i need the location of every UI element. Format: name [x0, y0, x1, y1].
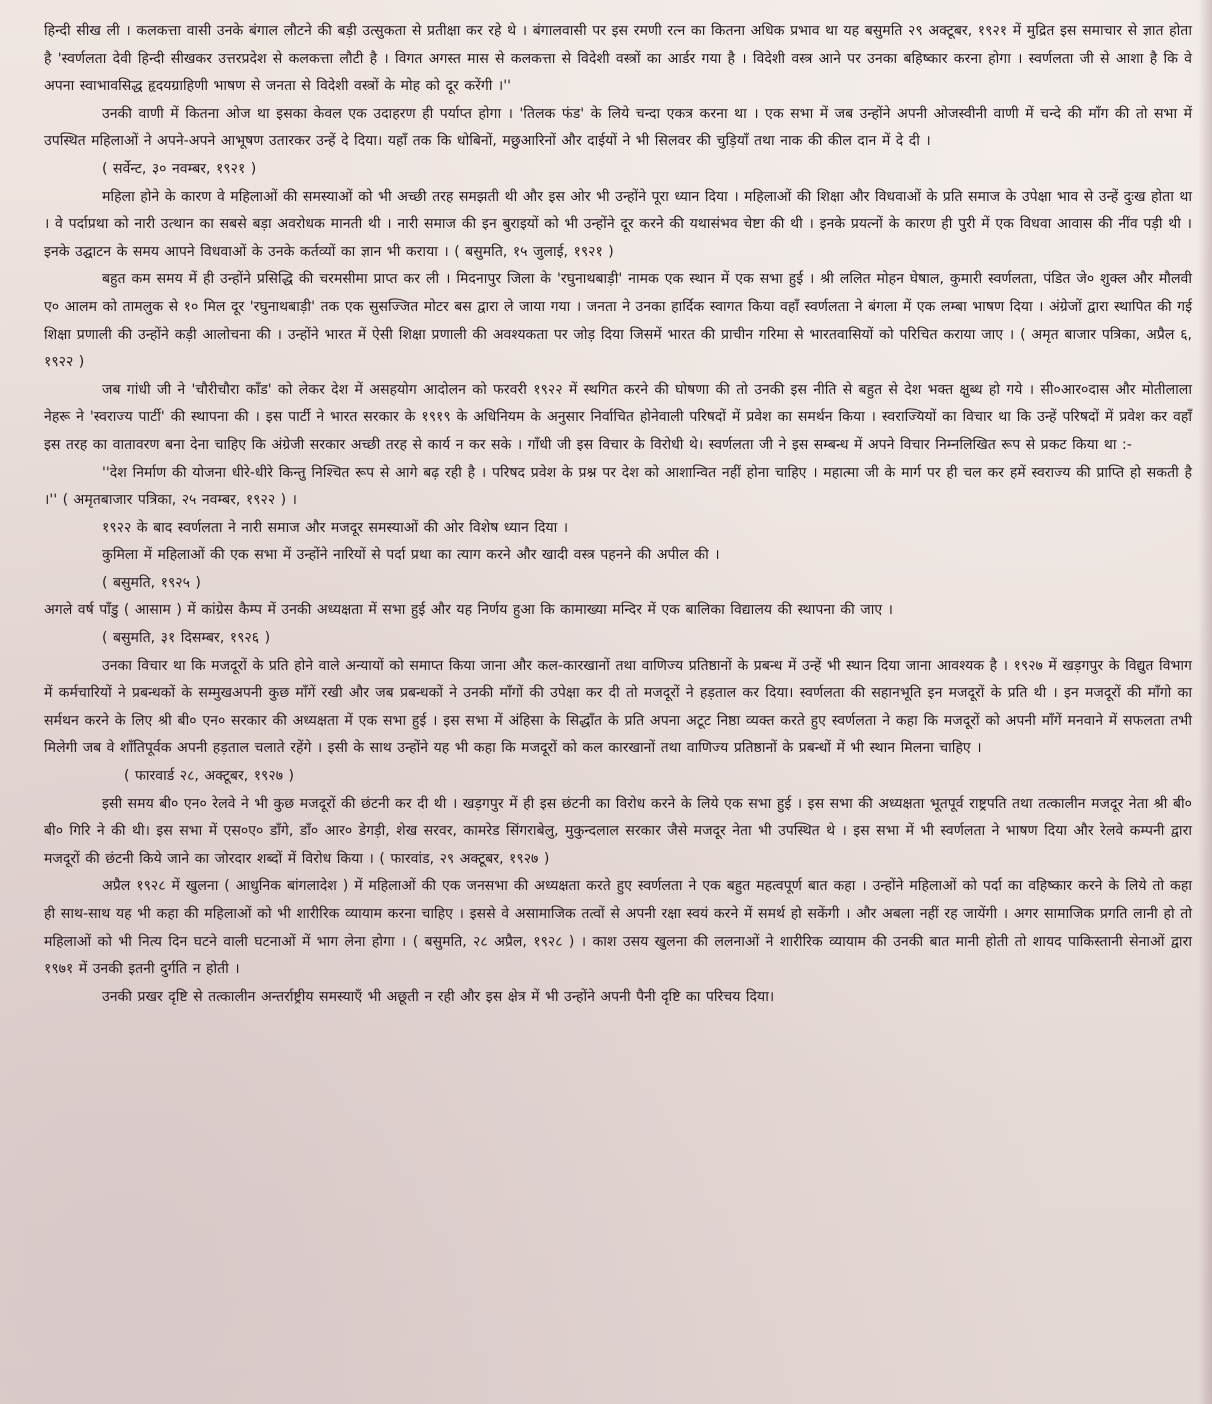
paragraph-6: १९२२ के बाद स्वर्णलता ने नारी समाज और मजदूर समस्याओं की ओर विशेष ध्यान दिया । — [102, 519, 569, 536]
paragraph-3: महिला होने के कारण वे महिलाओं की समस्याओं को भी अच्छी तरह समझती थी और इस ओर भी उन्होंने पूरा ध्यान दिया । महिलाओं की शिक्षा और विधवाओं के प्रति समाज के उपेक्षा भाव से उन्हें दुःख होता था । वे पर्दाप्रथा को नारी उत्थान का सबसे बड़ा अवरोधक मानती थी । नारी समाज की इन बुराइयों को भी उन्होंने दूर करने की यथासंभव चेष्टा की थी । इनके प्रयत्नों के कारण ही पुरी में एक विधवा आवास की नींव पड़ी थी । इनके उद्घाटन के समय आपने विधवाओं के उनके कर्तव्यों का ज्ञान भी कराया । ( बसुमति, १५ जुलाई, १९२१ ) — [44, 188, 1192, 260]
citation-2: ( बसुमति, १९२५ ) — [102, 574, 201, 591]
paragraph-2: उनकी वाणी में कितना ओज था इसका केवल एक उदाहरण ही पर्याप्त होगा । 'तिलक फंड' के लिये चन्दा एकत्र करना था । एक सभा में जब उन्होंने अपनी ओजस्वीनी वाणी में चन्दे की माँग की तो सभा में उपस्थित महिलाओं ने अपने-अपने आभूषण उतारकर उन्हें दे दिया। यहाँ तक कि धोबिनों, मछुआरिनों और दाईयों ने भी सिलवर की चुड़ियाँ तथा नाक की कील दान में दे दी । — [44, 105, 1193, 150]
paragraph-5: जब गांधी जी ने 'चौरीचौरा काँड' को लेकर देश में असहयोग आदोलन को फरवरी १९२२ में स्थगित करने की घोषणा की तो उनकी इस नीति से बहुत से देश भक्त क्षुब्ध हो गये । सी०आर०दास और मोतीलाला नेहरू ने 'स्वराज्य पार्टी' की स्थापना की । इस पार्टी ने भारत सरकार के १९१९ के अधिनियम के अनुसार निर्वाचित होनेवाली परिषदों में प्रवेश का समर्थन किया । स्वराज्यियों का विचार था कि उन्हें परिषदों में प्रवेश कर वहाँ इस तरह का वातावरण बना देना चाहिए कि अंग्रेजी सरकार अच्छी तरह से कार्य न कर सके । गाँधी जी इस विचार के विरोधी थे। स्वर्णलता जी ने इस सम्बन्ध में अपने विचार निम्नलिखित रूप से प्रकट किया था :- — [44, 381, 1192, 453]
paragraph-9: उनका विचार था कि मजदूरों के प्रति होने वाले अन्यायों को समाप्त किया जाना और कल-कारखानों तथा वाणिज्य प्रतिष्ठानों के प्रबन्ध में उन्हें भी स्थान दिया जाना आवश्यक है । १९२७ में खड़गपुर के विद्युत विभाग में कर्मचारियों ने प्रबन्धकों के सम्मुखअपनी कुछ माँगें रखी और जब प्रबन्धकों ने उनकी माँगों की उपेक्षा कर दी तो मजदूरों ने हड़ताल कर दिया। स्वर्णलता की सहानभूति इन मजदूरों के प्रति थी । इन मजदूरों की माँगो का सर्मथन करने के लिए श्री बी० एन० सरकार की अध्यक्षता में एक सभा हुई । इस सभा में अंहिसा के सिद्धाँत के प्रति अपना अटूट निष्ठा व्यक्त करते हुए स्वर्णलता ने कहा कि मजदूरों को अपनी माँगें मनवाने में सफलता तभी मिलेगी जब वे शाँतिपूर्वक अपनी हड़ताल चलाते रहेंगे । इसी के साथ उन्होंने यह भी कहा कि मजदूरों को कल कारखानों तथा वाणिज्य प्रतिष्ठानों के प्रबन्धों में भी स्थान मिलना चाहिए । — [44, 657, 1192, 757]
paragraph-1: हिन्दी सीख ली । कलकत्ता वासी उनके बंगाल लौटने की बड़ी उत्सुकता से प्रतीक्षा कर रहे थे । बंगालवासी पर इस रमणी रत्न का कितना अधिक प्रभाव था यह बसुमति २९ अक्टूबर, १९२१ में मुद्रित इस समाचार से ज्ञात होता है 'स्वर्णलता देवी हिन्दी सीखकर उत्तरप्रदेश से कलकत्ता लौटी है । विगत अगस्त मास से कलकत्ता से विदेशी वस्त्रों का आर्डर गया है । विदेशी वस्त्र आने पर उनका बहिष्कार करना होगा । स्वर्णलता जी से आशा है कि वे अपना स्वाभावसिद्ध हृदयग्राहिणी भाषण से जनता से विदेशी वस्त्रों के मोह को दूर करेंगी ।'' — [44, 23, 1193, 95]
document-body — [44, 18, 1192, 1011]
paragraph-7: कुमिला में महिलाओं की एक सभा में उन्होंने नारियों से पर्दा प्रथा का त्याग करने और खादी वस्त्र पहनने की अपील की । — [102, 547, 720, 564]
citation-3: ( बसुमति, ३१ दिसम्बर, १९२६ ) — [102, 630, 271, 647]
paragraph-11: अप्रैल १९२८ में खुलना ( आधुनिक बांगलादेश ) में महिलाओं की एक जनसभा की अध्यक्षता करते हुए स्वर्णलता ने एक बहुत महत्वपूर्ण बात कहा । उन्होंने महिलाओं को पर्दा का वहिष्कार करने के लिये तो कहा ही साथ-साथ यह भी कहा की महिलाओं को भी शारीरिक व्यायाम करना चाहिए । इससे वे असामाजिक तत्वों से अपनी रक्षा स्वयं करने में समर्थ हो सकेंगी । और अबला नहीं रह जायेंगी । अगर सामाजिक प्रगति लानी हो तो महिलाओं को भी नित्य दिन घटने वाली घटनाओं में भाग लेना होगा । ( बसुमति, २८ अप्रैल, १९२८ ) । काश उसय खुलना की ललनाओं ने शारीरिक व्यायाम की उनकी बात मानी होती तो शायद पाकिस्तानी सेनाओं द्वारा १९७१ में उनकी इतनी दुर्गति न होती । — [44, 878, 1192, 978]
paragraph-10: इसी समय बी० एन० रेलवे ने भी कुछ मजदूरों की छंटनी कर दी थी । खड़गपुर में ही इस छंटनी का विरोध करने के लिये एक सभा हुई । इस सभा की अध्यक्षता भूतपूर्व राष्ट्रपति तथा तत्कालीन मजदूर नेता श्री बी० बी० गिरि ने की थी। इस सभा में एस०ए० डाँगे, डाँ० आर० डेगड़ी, शेख सरवर, कामरेड सिंगराबेलु, मुकुन्दलाल सरकार जैसे मजदूर नेता भी उपस्थित थे । इस सभा में भी स्वर्णलता ने भाषण दिया और रेलवे कम्पनी द्वारा मजदूरों की छंटनी किये जाने का जोरदार शब्दों में विरोध किया । ( फारवांड, २९ अक्टूबर, १९२७ ) — [44, 795, 1192, 867]
quote-paragraph: ''देश निर्माण की योजना धीरे-धीरे किन्तु निश्चित रूप से आगे बढ़ रही है । परिषद प्रवेश के प्रश्न पर देश को आशान्वित नहीं होना चाहिए । महात्मा जी के मार्ग पर ही चल कर हमें स्वराज्य की प्राप्ति हो सकती है ।'' ( अमृतबाजार पत्रिका, २५ नवम्बर, १९२२ ) । — [44, 464, 1192, 509]
paragraph-4: बहुत कम समय में ही उन्होंने प्रसिद्धि की चरमसीमा प्राप्त कर ली । मिदनापुर जिला के 'रघुनाथबाड़ी' नामक एक स्थान में एक सभा हुई । श्री ललित मोहन घेषाल, कुमारी स्वर्णलता, पंडित जे० शुक्ल और मौलवी ए० आलम को तामलुक से १० मिल दूर 'रघुनाथबाड़ी' तक एक सुसज्जित मोटर बस द्वारा ले जाया गया । जनता ने उनका हार्दिक स्वागत किया वहाँ स्वर्णलता ने बंगला में एक लम्बा भाषण दिया । अंग्रेजों द्वारा स्थापित की गई शिक्षा प्रणाली की उन्होंने कड़ी आलोचना की । उन्होंने भारत में ऐसी शिक्षा प्रणाली की अवश्यकता पर जोड़ दिया जिसमें भारत की प्राचीन गरिमा से भारतवासियों को परिचित कराया जाए । ( अमृत बाजार पत्रिका, अप्रैल ६, १९२२ ) — [44, 271, 1192, 371]
paragraph-8: अगले वर्ष पाँडु ( आसाम ) में कांग्रेस कैम्प में उनकी अध्यक्षता में सभा हुई और यह निर्णय हुआ कि कामाख्या मन्दिर में एक बालिका विद्यालय की स्थापना की जाए । — [44, 602, 893, 619]
citation-4: ( फारवार्ड २८, अक्टूबर, १९२७ ) — [124, 768, 294, 785]
citation-1: ( सर्वेन्ट, ३० नवम्बर, १९२१ ) — [102, 160, 257, 177]
paragraph-12: उनकी प्रखर दृष्टि से तत्कालीन अन्तर्राष्ट्रीय समस्याएँ भी अछूती न रही और इस क्षेत्र में भी उन्होंने अपनी पैनी दृष्टि का परिचय दिया। — [102, 988, 775, 1005]
